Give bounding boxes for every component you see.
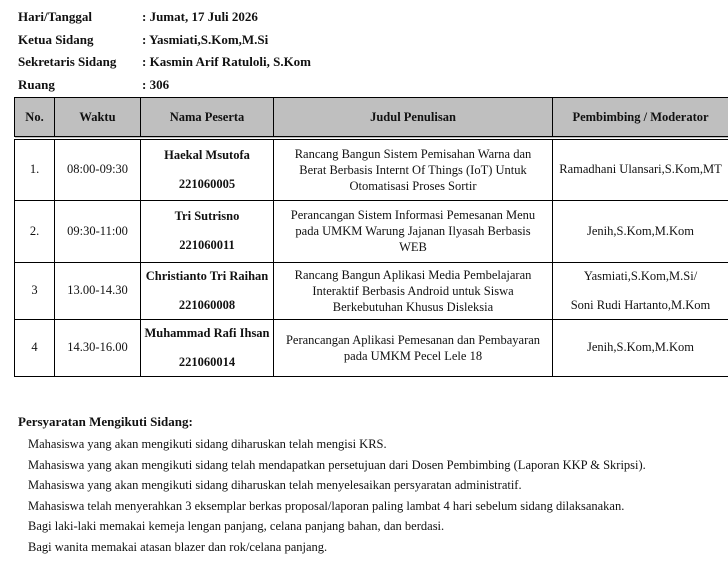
info-row-secretary (18, 51, 311, 74)
peserta-name: Muhammad Rafi Ihsan (144, 325, 270, 340)
cell-peserta (141, 262, 274, 319)
info-row-date (18, 6, 311, 29)
date-value: : Jumat, 17 Juli 2026 (142, 9, 258, 25)
requirement-item: Mahasiswa yang akan mengikuti sidang telah mendapatkan persetujuan dari Dosen Pembimbing (Laporan KKP & Skripsi). (28, 457, 646, 472)
col-header-waktu: Waktu (55, 98, 141, 139)
col-header-pembimbing: Pembimbing / Moderator (553, 98, 728, 139)
requirement-item: Bagi wanita memakai atasan blazer dan rok/celana panjang. (28, 539, 328, 554)
judul-line: WEB (399, 240, 427, 254)
cell-pembimbing (553, 262, 728, 319)
table-row (15, 200, 728, 262)
cell-waktu: 14.30-16.00 (55, 319, 141, 376)
judul-line: pada UMKM Warung Jajanan Ilyasah Berbasis (295, 224, 531, 238)
peserta-name: Christianto Tri Raihan (145, 268, 269, 283)
judul-line: Otomatisasi Proses Sortir (349, 178, 477, 193)
cell-pembimbing (553, 319, 728, 376)
judul-line: Perancangan Sistem Informasi Pemesanan Menu (290, 208, 536, 222)
requirement-item: Mahasiswa yang akan mengikuti sidang diharuskan telah mengisi KRS. (28, 437, 387, 451)
cell-judul (274, 262, 553, 319)
session-info (18, 6, 311, 96)
col-header-no: No. (15, 98, 55, 139)
cell-judul (274, 319, 553, 376)
peserta-nim: 221060005 (178, 176, 236, 191)
cell-waktu: 13.00-14.30 (55, 262, 141, 319)
pembimbing-name: Ramadhani Ulansari,S.Kom,MT (559, 162, 722, 177)
table-row (15, 262, 728, 319)
cell-judul (274, 200, 553, 262)
col-header-nama: Nama Peserta (141, 98, 274, 139)
cell-waktu: 08:00-09:30 (55, 138, 141, 200)
cell-no: 2. (15, 200, 55, 262)
peserta-nim: 221060014 (178, 354, 236, 369)
cell-pembimbing (553, 200, 728, 262)
judul-line: Perancangan Aplikasi Pemesanan dan Pembayaran (285, 332, 541, 347)
cell-peserta (141, 200, 274, 262)
pembimbing-name: Yasmiati,S.Kom,M.Si/ (583, 268, 698, 283)
table-row (15, 319, 728, 376)
secretary-value: : Kasmin Arif Ratuloli, S.Kom (142, 54, 312, 70)
judul-line: pada UMKM Pecel Lele 18 (343, 348, 483, 363)
col-header-judul: Judul Penulisan (274, 98, 553, 139)
chair-value: : Yasmiati,S.Kom,M.Si (142, 31, 269, 47)
secretary-label: Sekretaris Sidang (18, 54, 117, 70)
table-row (15, 138, 728, 200)
judul-line: Rancang Bangun Sistem Pemisahan Warna dan (294, 146, 532, 161)
moderator-name: Soni Rudi Hartanto,M.Kom (570, 297, 711, 312)
peserta-name: Haekal Msutofa (164, 147, 250, 162)
peserta-nim: 221060011 (179, 238, 235, 252)
room-label: Ruang (18, 76, 55, 92)
judul-line: Rancang Bangun Aplikasi Media Pembelajaran (294, 267, 532, 282)
requirement-item: Mahasiswa yang akan mengikuti sidang diharuskan telah menyelesaikan persyaratan administratif. (28, 478, 522, 492)
peserta-nim: 221060008 (178, 297, 236, 312)
cell-peserta (141, 138, 274, 200)
cell-no: 1. (15, 138, 55, 200)
info-row-chair (18, 29, 311, 52)
cell-peserta (141, 319, 274, 376)
room-value: : 306 (142, 76, 170, 92)
judul-line: Interaktif Berbasis Android untuk Siswa (312, 283, 514, 298)
requirements-section (18, 414, 646, 557)
schedule-table (14, 97, 728, 377)
requirement-item: Mahasiswa telah menyerahkan 3 eksemplar berkas proposal/laporan paling lambat 4 hari sebelum sidang dilaksanakan. (28, 498, 625, 513)
judul-line: Berat Berbasis Internt Of Things (IoT) Untuk (299, 162, 527, 177)
cell-waktu: 09:30-11:00 (55, 200, 141, 262)
peserta-name: Tri Sutrisno (174, 209, 240, 223)
cell-judul (274, 138, 553, 200)
cell-pembimbing (553, 138, 728, 200)
info-row-room (18, 74, 311, 97)
judul-line: Berkebutuhan Khusus Disleksia (332, 299, 494, 314)
requirement-item: Bagi laki-laki memakai kemeja lengan panjang, celana panjang bahan, dan berdasi. (28, 519, 445, 533)
cell-no: 4 (15, 319, 55, 376)
cell-no: 3 (15, 262, 55, 319)
chair-label: Ketua Sidang (18, 31, 94, 47)
pembimbing-name: Jenih,S.Kom,M.Kom (587, 340, 694, 354)
pembimbing-name: Jenih,S.Kom,M.Kom (587, 223, 694, 238)
table-header-row (15, 98, 728, 139)
requirements-title: Persyaratan Mengikuti Sidang: (18, 414, 193, 429)
date-label: Hari/Tanggal (18, 9, 92, 25)
